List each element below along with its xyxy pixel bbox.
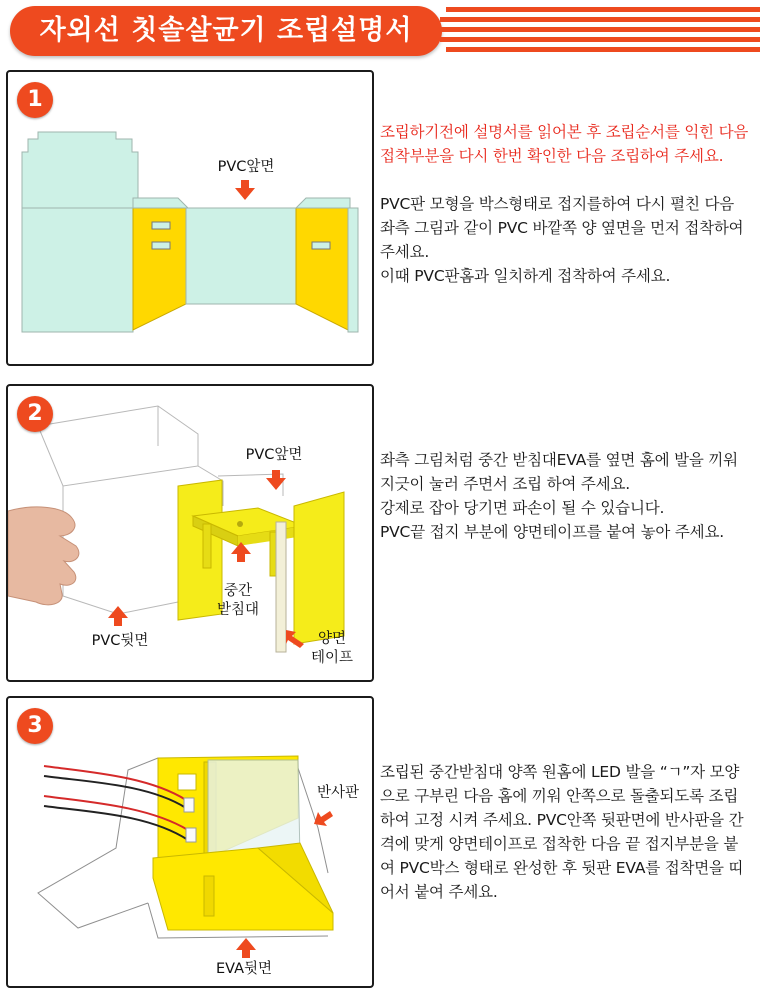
instruction-paragraph: 강제로 잡아 당기면 파손이 될 수 있습니다. (380, 499, 665, 517)
instruction-paragraph: 좌측 그림처럼 중간 받침대EVA를 옆면 홈에 발을 끼워 지긋이 눌러 주면서 조립 하여 주세요. (380, 451, 738, 493)
step-number-badge: 1 (17, 82, 53, 118)
pvc-left-flap (133, 198, 188, 208)
pvc-front-panel (186, 208, 296, 304)
label-line: 양면 (317, 631, 346, 647)
title-pill (10, 6, 442, 56)
page-title: 자외선 칫솔살균기 조립설명서 (39, 15, 413, 46)
tape-label (302, 630, 362, 668)
instruction-paragraph: 이때 PVC판홈과 일치하게 접착하여 주세요. (380, 267, 671, 285)
arrow-icon (235, 180, 255, 200)
arrow-icon (108, 606, 128, 626)
step-3-illustration (6, 696, 374, 988)
header-stripe (440, 27, 760, 32)
header-stripe (446, 7, 760, 12)
side-slot (178, 774, 196, 790)
instruction-paragraph: PVC끝 접지 부분에 양면테이프를 붙여 놓아 주세요. (380, 523, 724, 541)
led-icon (184, 798, 194, 812)
assembly-warning: 조립하기전에 설명서를 읽어본 후 조립순서를 익힌 다음 접착부분을 다시 한번 확인한 다음 조립하여 주세요. (380, 123, 749, 165)
arrow-icon (314, 811, 333, 826)
side-slot (152, 242, 170, 249)
step-2-description (380, 448, 752, 544)
pvc-back-label: PVC뒷면 (91, 633, 149, 649)
pvc-top-flap (22, 132, 138, 208)
step-1-illustration (6, 70, 374, 366)
middle-support-label (208, 582, 268, 620)
pvc-front-label: PVC앞면 (217, 159, 275, 175)
side-slot (152, 222, 170, 229)
hand-illustration (8, 507, 79, 605)
label-line: 중간 (223, 583, 252, 599)
side-slot (312, 242, 330, 249)
step-3-description (380, 760, 752, 904)
pvc-right-flap (296, 198, 350, 208)
header-stripe (446, 47, 760, 52)
pvc-back-panel (22, 208, 133, 332)
step-number-badge: 3 (17, 708, 53, 744)
pvc-front-label: PVC앞면 (245, 447, 303, 463)
label-line: 받침대 (216, 602, 260, 618)
step-number-badge: 2 (17, 396, 53, 432)
step-1-description (380, 120, 752, 288)
eva-right-side (296, 208, 348, 330)
label-line: 테이프 (310, 650, 354, 666)
header-stripe (440, 37, 760, 42)
pvc-edge-strip (348, 208, 358, 332)
double-sided-tape (276, 522, 286, 652)
header-banner (0, 0, 760, 62)
step-2-illustration (6, 384, 374, 682)
header-stripe (440, 17, 760, 22)
reflector-label: 반사판 (316, 785, 360, 801)
led-assembly-diagram (8, 698, 372, 986)
instruction-paragraph: PVC판 모형을 박스형태로 접지를하여 다시 펼친 다음 좌측 그림과 같이 PVC 바깥쪽 양 옆면을 먼저 접착하여 주세요. (380, 195, 744, 261)
arrow-icon (236, 938, 256, 958)
eva-back-label: EVA뒷면 (215, 961, 273, 977)
instruction-paragraph: 조립된 중간받침대 양쪽 원홈에 LED 발을 “ㄱ”자 모양으로 구부린 다음 홈에 끼워 안쪽으로 돌출되도록 조립하여 고정 시켜 주세요. PVC안쪽 뒷판면에 반사판을 간격에 맞게 양면테이프로 접착한 다음 끝 접지부분을 붙여 PVC박스 형태로 완성한 후 뒷판 EVA를 접착면을 띠어서 붙여 주세요. (380, 763, 744, 901)
pvc-unfolded-diagram (8, 72, 372, 364)
led-icon (186, 828, 196, 842)
eva-side-panel (294, 492, 344, 644)
arrow-icon (231, 542, 251, 562)
